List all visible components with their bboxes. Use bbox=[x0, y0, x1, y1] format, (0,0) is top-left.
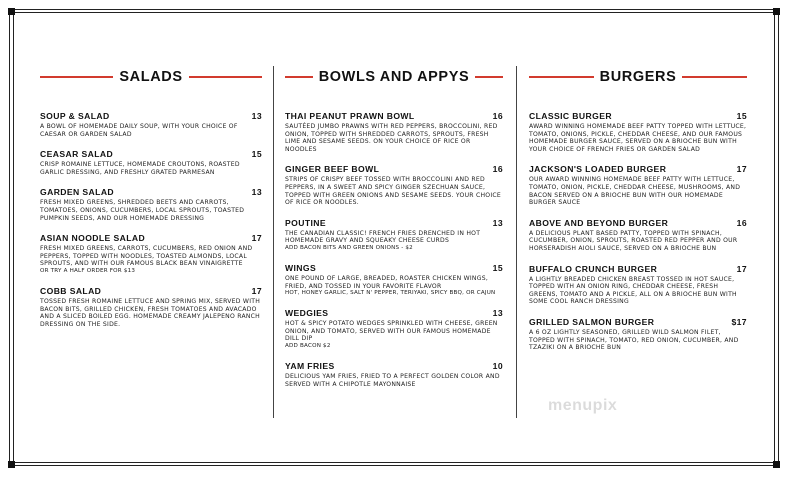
bowls-column bbox=[285, 62, 503, 398]
item-description: OUR AWARD WINNING HOMEMADE BEEF PATTY WITH LETTUCE, TOMATO, ONION, PICKLE, CHEDDAR CHEESE, MUSHROOMS, AND BACON SERVED ON A BRIOCHE BUN WITH OUR HOMEMADE BURGER SAUCE bbox=[529, 176, 741, 207]
item-name: THAI PEANUT PRAWN BOWL bbox=[285, 111, 415, 121]
item-description: HOT & SPICY POTATO WEDGES SPRINKLED WITH CHEESE, GREEN ONION, AND TOMATO, SERVED WITH OUR FAMOUS HOMEMADE DILL DIP bbox=[285, 320, 498, 343]
bowls-header bbox=[285, 62, 503, 98]
item-name: SOUP & SALAD bbox=[40, 111, 110, 121]
item-description: AWARD WINNING HOMEMADE BEEF PATTY TOPPED WITH LETTUCE, TOMATO, ONIONS, PICKLE, CHEDDAR CHEESE, AND OUR FAMOUS HOMEMADE BURGER SAUCE, SERVED ON A BRIOCHE BUN WITH YOUR CHOICE OF FRENCH FRIES OR GARDEN SALAD bbox=[529, 123, 747, 153]
item-description: SAUTÉED JUMBO PRAWNS WITH RED PEPPERS, BROCCOLINI, RED ONION, TOPPED WITH SHREDDED CARROTS, SPROUTS, FRESH LIME AND SESAME SEEDS. ON YOUR CHOICE OF RICE OR NOODLES bbox=[285, 123, 498, 153]
item-price: 15 bbox=[492, 262, 503, 273]
burgers-header bbox=[529, 62, 747, 98]
menu-item bbox=[285, 360, 503, 388]
frame-bottom-line bbox=[10, 465, 778, 466]
item-description: A BOWL OF HOMEMADE DAILY SOUP, WITH YOUR CHOICE OF CAESAR OR GARDEN SALAD bbox=[40, 123, 238, 138]
salads-title: SALADS bbox=[40, 62, 262, 92]
item-price: 17 bbox=[251, 285, 262, 296]
item-price: 10 bbox=[492, 360, 503, 371]
item-description: A 6 OZ LIGHTLY SEASONED, GRILLED WILD SALMON FILET, TOPPED WITH SPINACH, TOMATO, RED ONION, CUCUMBER, AND TZAZIKI ON A BRIOCHE BUN bbox=[529, 328, 739, 352]
item-description: FRESH MIXED GREENS, CARROTS, CUCUMBERS, RED ONION AND PEPPERS, TOPPED WITH NOODLES, TOASTED ALMONDS, LOCAL SPROUTS, AND WITH OUR FAMOUS BLACK BEAN VINAIGRETTE bbox=[40, 245, 253, 268]
menu-item bbox=[529, 110, 747, 153]
menu-item bbox=[40, 186, 262, 222]
item-name: WINGS bbox=[285, 262, 317, 273]
item-name: GINGER BEEF BOWL bbox=[285, 164, 380, 175]
item-price: $17 bbox=[731, 316, 747, 327]
column-divider-left bbox=[273, 66, 274, 418]
item-name: CEASAR SALAD bbox=[40, 149, 114, 160]
item-description: TOSSED FRESH ROMAINE LETTUCE AND SPRING MIX, SERVED WITH BACON BITS, GRILLED CHICKEN, FRESH TOMATOES AND AVACADO AND A SLICED BOILED EGG. HOMEMADE CREAMY JALEPENO RANCH DRESSING ON THE SIDE. bbox=[40, 297, 261, 328]
item-price: 16 bbox=[736, 217, 747, 228]
column-divider-right bbox=[516, 66, 517, 418]
item-name: ABOVE AND BEYOND BURGER bbox=[529, 217, 669, 228]
burgers-column bbox=[529, 62, 747, 362]
menu-item bbox=[40, 110, 262, 138]
menu-item bbox=[285, 110, 503, 153]
item-description: STRIPS OF CRISPY BEEF TOSSED WITH BROCCOLINI AND RED PEPPERS, IN A SWEET AND SPICY GINGER SZECHUAN SAUCE, TOPPED WITH GREEN ONIONS AND SESAME SEEDS. YOUR CHOICE OF RICE OR NOODLES. bbox=[285, 176, 502, 207]
frame-top-inner-line bbox=[10, 12, 778, 13]
corner-top-left bbox=[8, 8, 15, 15]
frame-bottom-inner-line bbox=[10, 462, 778, 463]
bowls-title: BOWLS AND APPYS bbox=[285, 62, 503, 92]
item-name: BUFFALO CRUNCH BURGER bbox=[529, 263, 658, 274]
frame-top-line bbox=[10, 9, 778, 10]
item-price: 13 bbox=[251, 187, 262, 198]
item-name: POUTINE bbox=[285, 217, 326, 228]
frame-left-inner-line bbox=[13, 10, 14, 466]
item-name: JACKSON'S LOADED BURGER bbox=[529, 164, 667, 175]
menu-item bbox=[40, 232, 262, 275]
item-price: 16 bbox=[492, 164, 503, 175]
item-addon: ADD BACON BITS AND GREEN ONIONS - $2 bbox=[285, 244, 413, 251]
frame-right-line bbox=[778, 10, 779, 466]
menu-item bbox=[529, 316, 747, 352]
frame-right-inner-line bbox=[774, 10, 775, 466]
menu-item bbox=[529, 217, 747, 253]
salads-list bbox=[40, 110, 262, 328]
item-price: 13 bbox=[251, 111, 262, 121]
item-price: 16 bbox=[492, 111, 503, 121]
corner-top-right bbox=[773, 8, 780, 15]
item-name: ASIAN NOODLE SALAD bbox=[40, 233, 146, 244]
item-description: A DELICIOUS PLANT BASED PATTY, TOPPED WITH SPINACH, CUCUMBER, ONION, SPROUTS, ROASTED RED PEPPER AND OUR HORSERADISH AIOLI SAUCE, SERVED ON A BRIOCHE BUN bbox=[529, 229, 738, 252]
menu-item bbox=[285, 307, 503, 350]
menu-item bbox=[529, 163, 747, 206]
salads-header bbox=[40, 62, 262, 98]
menu-item bbox=[40, 148, 262, 176]
frame-left-line bbox=[9, 10, 10, 466]
salads-column bbox=[40, 62, 262, 338]
item-addon: OR TRY A HALF ORDER FOR $13 bbox=[40, 267, 136, 274]
item-price: 15 bbox=[251, 149, 262, 160]
item-name: GRILLED SALMON BURGER bbox=[529, 316, 655, 327]
menu-item bbox=[40, 285, 262, 328]
item-name: WEDGIES bbox=[285, 308, 329, 319]
burgers-title: BURGERS bbox=[529, 62, 747, 92]
item-price: 17 bbox=[736, 263, 747, 274]
item-price: 13 bbox=[492, 217, 503, 228]
menu-item bbox=[285, 217, 503, 252]
watermark: menupix bbox=[548, 397, 618, 414]
item-description: DELICIOUS YAM FRIES, FRIED TO A PERFECT GOLDEN COLOR AND SERVED WITH A CHIPOTLE MAYONNAISE bbox=[285, 372, 500, 388]
item-description: A LIGHTLY BREADED CHICKEN BREAST TOSSED IN HOT SAUCE, TOPPED WITH AN ONION RING, CHEDDAR CHEESE, FRESH GREENS, TOMATO AND A PICKLE, ALL ON A BRIOCHE BUN WITH SOME COOL RANCH DRESSING bbox=[529, 275, 737, 306]
menu-item bbox=[285, 262, 503, 297]
item-name: GARDEN SALAD bbox=[40, 187, 115, 198]
item-description: THE CANADIAN CLASSIC! FRENCH FRIES DRENCHED IN HOT HOMEMADE GRAVY AND SQUEAKY CHEESE CURDS bbox=[285, 229, 481, 245]
item-description: ONE POUND OF LARGE, BREADED, ROASTER CHICKEN WINGS, FRIED, AND TOSSED IN YOUR FAVORITE FLAVOR bbox=[285, 274, 489, 290]
menu-item bbox=[529, 263, 747, 306]
menu-item bbox=[285, 163, 503, 206]
item-price: 17 bbox=[251, 233, 262, 244]
item-price: 13 bbox=[492, 308, 503, 319]
item-name: YAM FRIES bbox=[285, 360, 335, 371]
item-name: CLASSIC BURGER bbox=[529, 111, 612, 121]
item-price: 17 bbox=[736, 164, 747, 175]
item-addon: HOT, HONEY GARLIC, SALT N' PEPPER, TERIYAKI, SPICY BBQ, OR CAJUN bbox=[285, 290, 496, 297]
corner-bottom-right bbox=[773, 461, 780, 468]
bowls-list bbox=[285, 110, 503, 388]
item-price: 15 bbox=[736, 111, 747, 121]
item-description: CRISP ROMAINE LETTUCE, HOMEMADE CROUTONS, ROASTED GARLIC DRESSING, AND FRESHLY GRATED PARMESAN bbox=[40, 161, 240, 176]
burgers-list bbox=[529, 110, 747, 352]
corner-bottom-left bbox=[8, 461, 15, 468]
item-addon: ADD BACON $2 bbox=[285, 342, 331, 349]
item-name: COBB SALAD bbox=[40, 285, 102, 296]
item-description: FRESH MIXED GREENS, SHREDDED BEETS AND CARROTS, TOMATOES, ONIONS, CUCUMBERS, LOCAL SPROUTS, TOASTED PUMPKIN SEEDS, AND OUR HOMEMADE DRESSING bbox=[40, 199, 245, 222]
